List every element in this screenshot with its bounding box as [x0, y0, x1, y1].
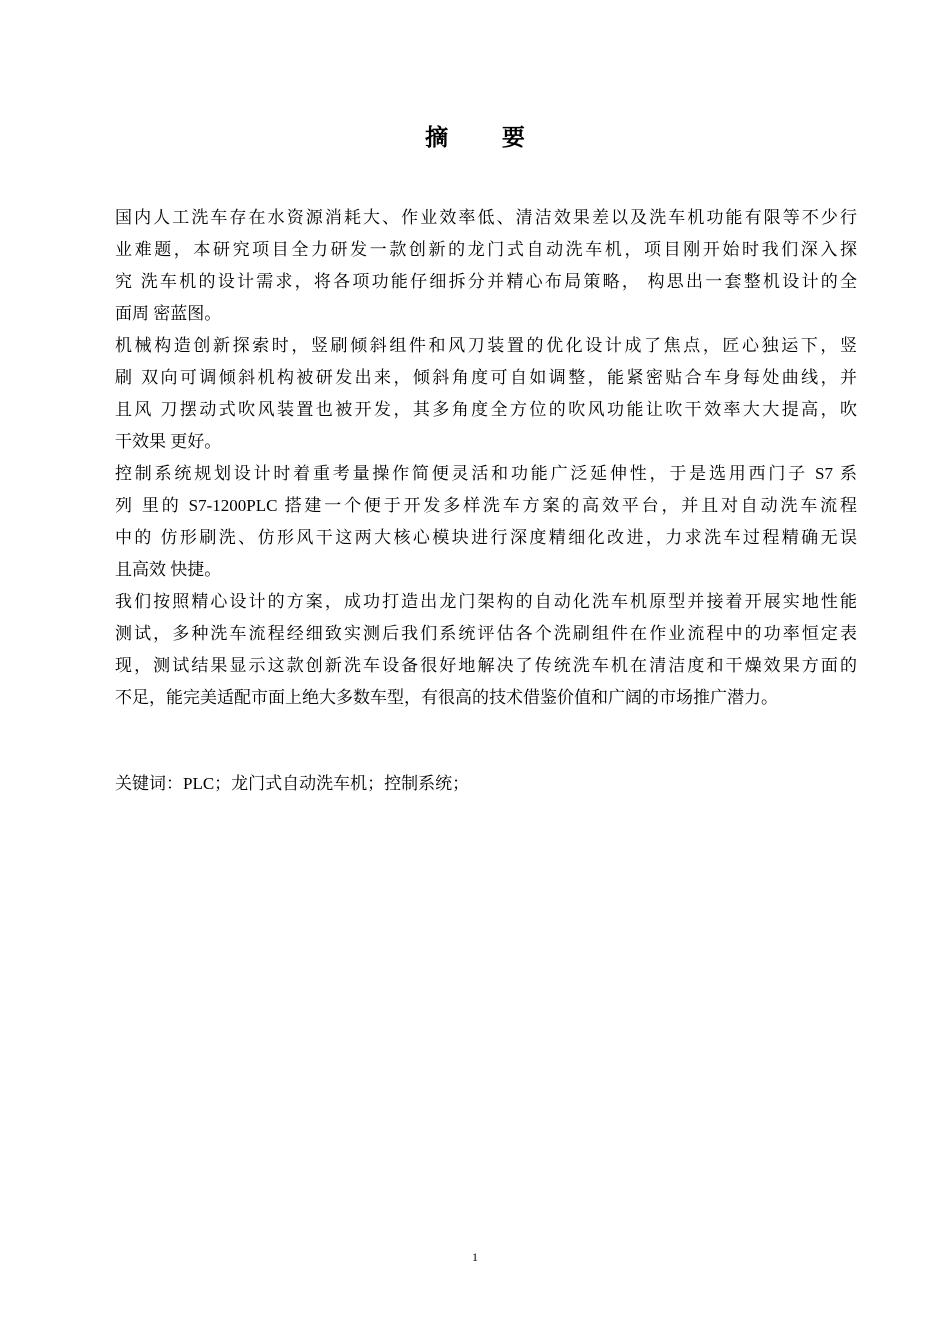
page-title: 摘 要 — [425, 125, 549, 150]
paragraph-line: 业难题，本研究项目全力研发一款创新的龙门式自动洗车机，项目刚开始时我们深入探 — [115, 240, 857, 259]
paragraph-line: 机械构造创新探索时，竖刷倾斜组件和风刀装置的优化设计成了焦点，匠心独运下，竖 — [115, 336, 857, 355]
paragraph-line: 且风 刀摆动式吹风装置也被开发，其多角度全方位的吹风功能让吹干效率大大提高，吹 — [115, 400, 857, 419]
paragraph-line: 测试，多种洗车流程经细致实测后我们系统评估各个洗刷组件在作业流程中的功率恒定表 — [115, 624, 857, 643]
abstract-paragraph-4 — [115, 586, 857, 714]
paragraph-line: 且高效 快捷。 — [115, 560, 222, 579]
keywords-text: PLC；龙门式自动洗车机；控制系统； — [183, 774, 470, 793]
abstract-paragraph-3 — [115, 458, 857, 586]
paragraph-line: 刷 双向可调倾斜机构被研发出来，倾斜角度可自如调整，能紧密贴合车身每处曲线，并 — [115, 368, 857, 387]
abstract-paragraph-1 — [115, 202, 857, 330]
abstract-body — [115, 202, 857, 714]
paragraph-line: 不足，能完美适配市面上绝大多数车型，有很高的技术借鉴价值和广阔的市场推广潜力。 — [115, 688, 778, 707]
paragraph-line: 面周 密蓝图。 — [115, 304, 222, 323]
paragraph-line: 国内人工洗车存在水资源消耗大、作业效率低、清洁效果差以及洗车机功能有限等不少行 — [115, 208, 857, 227]
paragraph-line: 现，测试结果显示这款创新洗车设备很好地解决了传统洗车机在清洁度和干燥效果方面的 — [115, 656, 857, 675]
page-number: 1 — [472, 1250, 478, 1264]
keywords-label: 关键词： — [115, 774, 183, 793]
keywords-line — [115, 768, 857, 800]
paragraph-line: 控制系统规划设计时着重考量操作简便灵活和功能广泛延伸性，于是选用西门子 S7 系 — [115, 464, 857, 483]
paragraph-line: 中的 仿形刷洗、仿形风干这两大核心模块进行深度精细化改进，力求洗车过程精确无误 — [115, 528, 857, 547]
paragraph-line: 干效果 更好。 — [115, 432, 222, 451]
paragraph-line: 列 里的 S7-1200PLC 搭建一个便于开发多样洗车方案的高效平台，并且对自动洗车流程 — [115, 496, 857, 515]
paragraph-line: 究 洗车机的设计需求，将各项功能仔细拆分并精心布局策略， 构思出一套整机设计的全 — [115, 272, 857, 291]
abstract-paragraph-2 — [115, 330, 857, 458]
paragraph-line: 我们按照精心设计的方案，成功打造出龙门架构的自动化洗车机原型并接着开展实地性能 — [115, 592, 857, 611]
